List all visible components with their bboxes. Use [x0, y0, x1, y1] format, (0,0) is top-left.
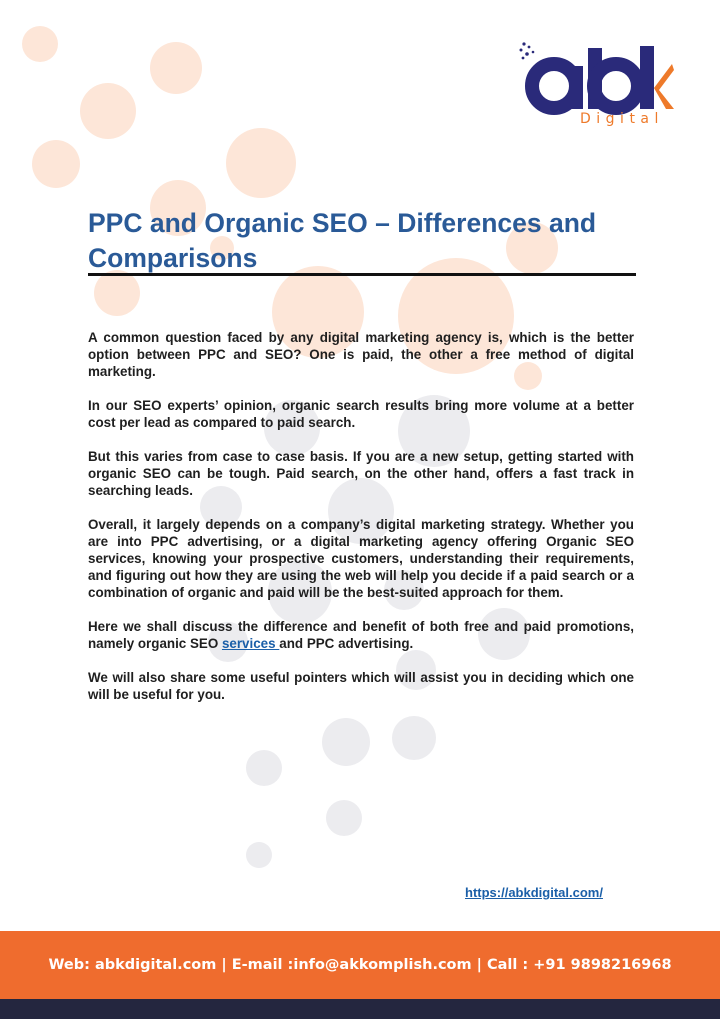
paragraph-text: and PPC advertising.	[279, 636, 414, 651]
footer-contact-text: Web: abkdigital.com | E-mail :info@akkomplish.com | Call : +91 9898216968	[48, 957, 672, 973]
paragraph: We will also share some useful pointers which will assist you in deciding which one will be useful for you.	[88, 670, 634, 702]
article-body	[88, 329, 634, 720]
services-link[interactable]: services	[221, 636, 280, 651]
page-title: PPC and Organic SEO – Differences and Comparisons	[88, 208, 597, 273]
paragraph: In our SEO experts’ opinion, organic search results bring more volume at a better cost per lead as compared to paid search.	[88, 398, 634, 430]
decor-circle	[80, 83, 136, 139]
decor-circle	[32, 140, 80, 188]
logo-subtext: Digital	[580, 111, 664, 127]
footer-strip	[0, 999, 720, 1019]
decor-circle	[94, 270, 140, 316]
decor-circle	[246, 750, 282, 786]
decor-circle	[246, 842, 272, 868]
decor-circle	[322, 718, 370, 766]
paragraph	[88, 618, 634, 652]
paragraph: Overall, it largely depends on a company’s digital marketing strategy. Whether you are into PPC advertising, or a digital marketing agency offering Organic SEO services, knowing your prospective customers, understanding their requirements, and figuring out how they are using the web will help you decide if a paid search or a combination of organic and paid will be the best-suited approach for them.	[88, 517, 634, 600]
decor-circle	[226, 128, 296, 198]
website-link[interactable]: https://abkdigital.com/	[465, 885, 603, 900]
decor-circle	[22, 26, 58, 62]
title-underline	[88, 273, 636, 276]
decor-circle	[326, 800, 362, 836]
decor-circle	[150, 42, 202, 94]
paragraph: But this varies from case to case basis. If you are a new setup, getting started with organic SEO can be tough. Paid search, on the other hand, offers a fast track in searching leads.	[88, 449, 634, 498]
footer-bar	[0, 931, 720, 999]
decor-circle	[392, 716, 436, 760]
paragraph-text: Here we shall discuss the difference and benefit of both free and paid promotions, namely organic SEO	[88, 619, 634, 651]
paragraph: A common question faced by any digital marketing agency is, which is the better option between PPC and SEO? One is paid, the other a free method of digital marketing.	[88, 330, 634, 379]
